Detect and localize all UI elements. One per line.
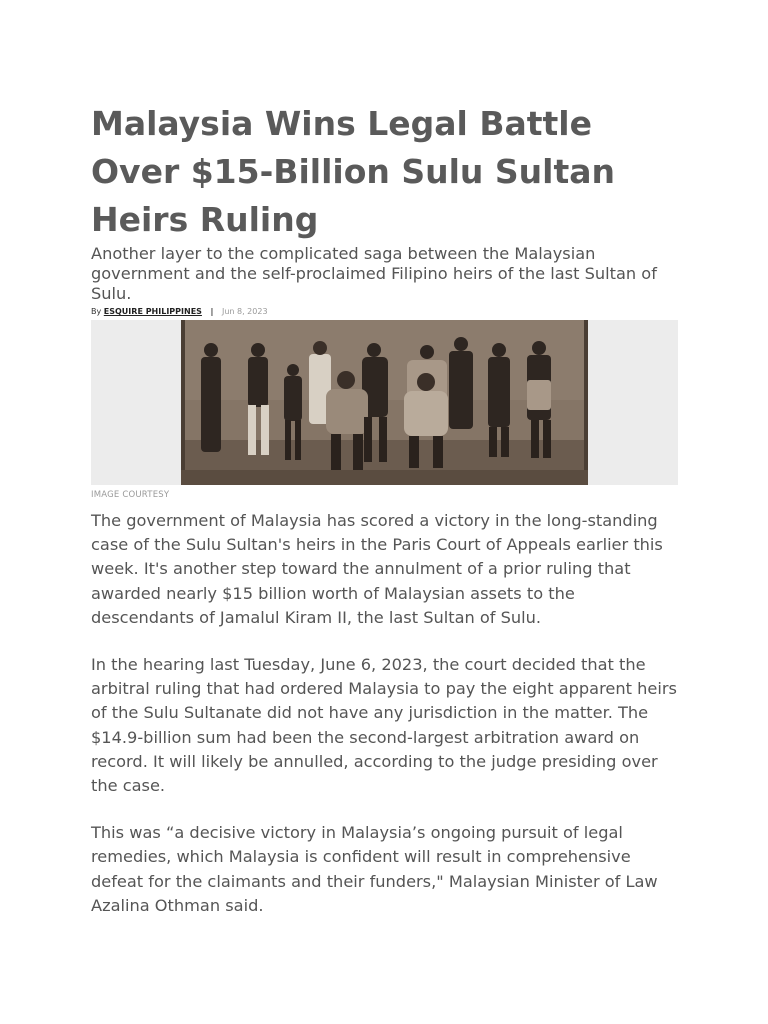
historical-group-photo: [181, 320, 588, 485]
byline-separator: |: [210, 307, 214, 316]
article-body: [91, 509, 678, 918]
image-caption: IMAGE COURTESY: [91, 490, 170, 500]
publish-date: Jun 8, 2023: [221, 307, 268, 316]
headline: Malaysia Wins Legal Battle Over $15-Billion Sulu Sultan Heirs Ruling: [91, 104, 616, 239]
body-paragraph: The government of Malaysia has scored a victory in the long-standing case of the Sulu Sultan's heirs in the Paris Court of Appeals earlier this week. It's another step toward the annulment of a prior ruling that awarded nearly $15 billion worth of Malaysian assets to the descendants of Jamalul Kiram II, the last Sultan of Sulu.: [91, 511, 663, 627]
author-link[interactable]: ESQUIRE PHILIPPINES: [103, 307, 202, 316]
article-photo: [181, 320, 588, 485]
article-image-container: [91, 320, 678, 485]
byline: [91, 304, 678, 320]
body-paragraph: This was “a decisive victory in Malaysia’s ongoing pursuit of legal remedies, which Malaysia is confident will result in comprehensive defeat for the claimants and their funders," Malaysian Minister of Law Azalina Othman said.: [91, 823, 658, 915]
article: [91, 100, 678, 941]
body-paragraph: In the hearing last Tuesday, June 6, 2023, the court decided that the arbitral ruling that had ordered Malaysia to pay the eight apparent heirs of the Sulu Sultanate did not have any jurisdiction in the matter. The $14.9-billion sum had been the second-largest arbitration award on record. It will likely be annulled, according to the judge presiding over the case.: [91, 655, 677, 796]
byline-prefix: By: [91, 307, 102, 316]
article-subtitle: Another layer to the complicated saga between the Malaysian government and the self-proclaimed Filipino heirs of the last Sultan of Sulu.: [91, 244, 657, 303]
